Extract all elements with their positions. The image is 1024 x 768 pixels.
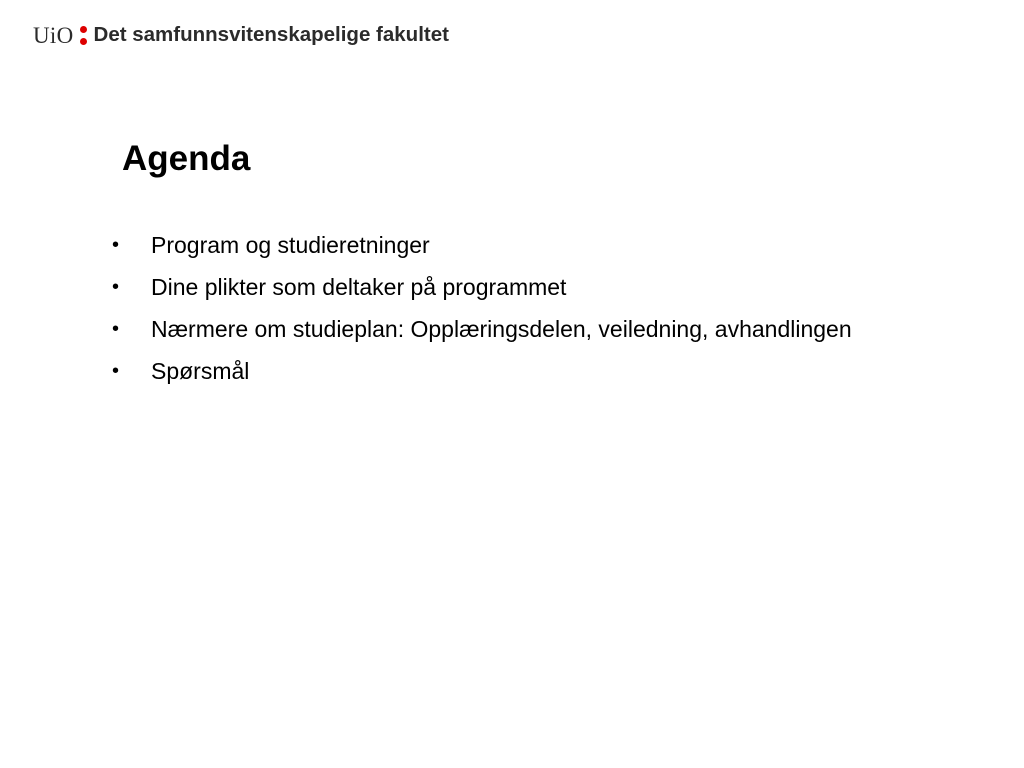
uio-colon-icon	[80, 26, 87, 45]
agenda-item-label: Nærmere om studieplan: Opplæringsdelen, veiledning, avhandlingen	[151, 316, 852, 342]
agenda-list	[112, 229, 872, 397]
bullet-icon: •	[112, 234, 120, 256]
agenda-item-label: Program og studieretninger	[151, 232, 430, 258]
agenda-item-questions	[112, 355, 872, 387]
slide-title: Agenda	[122, 139, 251, 178]
bullet-icon: •	[112, 360, 120, 382]
slide-header	[33, 20, 449, 50]
faculty-name: Det samfunnsvitenskapelige fakultet	[93, 22, 449, 46]
agenda-item-duties	[112, 271, 872, 303]
bullet-icon: •	[112, 276, 120, 298]
agenda-item-label: Spørsmål	[151, 358, 250, 384]
logo-dot-top	[80, 26, 87, 33]
agenda-item-label: Dine plikter som deltaker på programmet	[151, 274, 567, 300]
agenda-item-program	[112, 229, 872, 261]
uio-logo-text: UiO	[33, 22, 74, 48]
bullet-icon: •	[112, 318, 120, 340]
agenda-item-study-plan	[112, 313, 872, 345]
logo-dot-bottom	[80, 38, 87, 45]
